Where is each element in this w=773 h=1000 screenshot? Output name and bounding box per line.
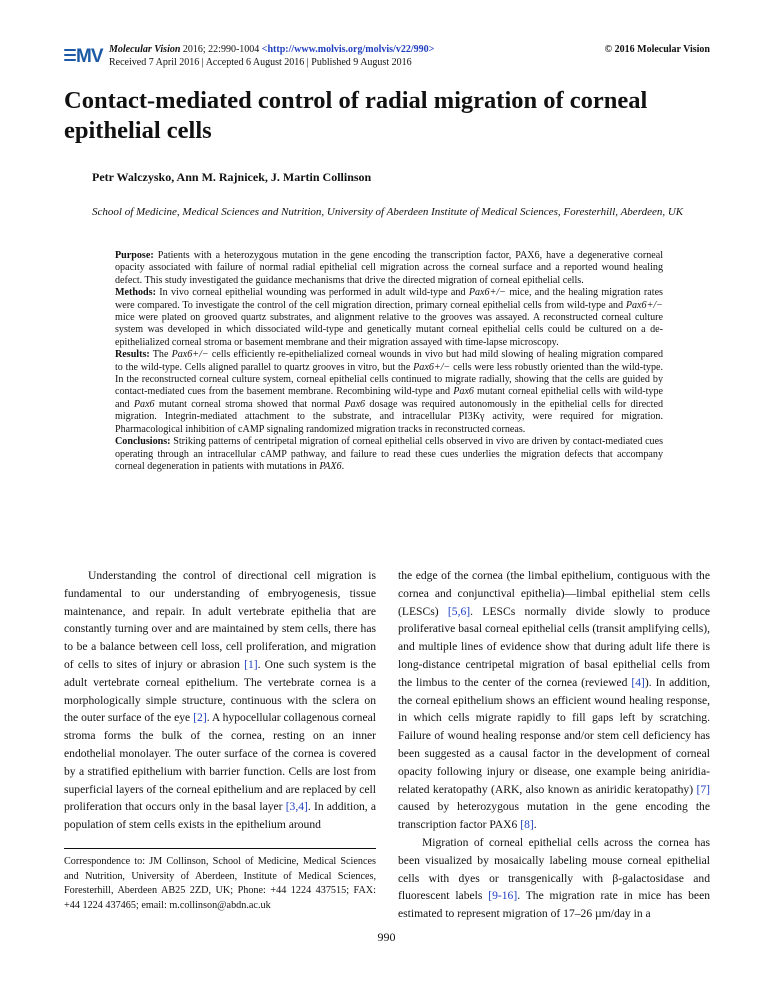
- journal-header: [64, 42, 710, 72]
- copyright: © 2016 Molecular Vision: [604, 44, 710, 55]
- gene-name: Pax6+/−: [171, 349, 209, 361]
- methods-label: Methods:: [115, 287, 156, 299]
- body-text: .: [533, 818, 537, 832]
- methods-text: mice, and the healing migration rates were compared. To investigate the control of the cell migration direction, primary corneal epithelial cells from wild-type and: [115, 287, 663, 311]
- gene-name: Pax6+/−: [413, 361, 451, 373]
- methods-text: mice were plated on grooved quartz substrates, and alignment relative to the grooves was assayed. A reconstructed corneal culture system was developed in which dissociated wild-type and genetically mutant corneal epithelial cells could be cultured on a de-epithelialized corneal stroma or basement membrane and their migration assayed with time-lapse microscopy.: [115, 312, 663, 348]
- conclusions-label: Conclusions:: [115, 436, 171, 448]
- body-text: . A hypocellular collagenous corneal stroma forms the bulk of the cornea, resting on an inner endothelial monolayer. The outer surface of the cornea is covered by a stratified epithelium with barrier function. Cells are lost from superficial layers of the corneal epithelium and are replaced by cell proliferation that occurs only in the basal layer: [64, 711, 376, 814]
- citation-link[interactable]: [8]: [520, 818, 534, 832]
- results-text: The: [152, 349, 172, 361]
- citation-link[interactable]: [1]: [244, 657, 258, 671]
- citation-link[interactable]: [2]: [193, 711, 207, 725]
- abstract-results: [115, 349, 663, 436]
- gene-name: Pax6: [133, 398, 155, 410]
- body-text: . LESCs normally divide slowly to produce proliferative basal corneal epithelial cells (transit amplifying cells), and multiple lines of evidence show that during adult life there is long-distance centripetal migration of basal epithelial cells from the limbus to the center of the cornea (reviewed: [398, 604, 710, 689]
- body-text: . In addition, a population of stem cells exists in the epithelium around: [64, 800, 376, 832]
- footnote-divider: [64, 848, 376, 849]
- affiliation: School of Medicine, Medical Sciences and Nutrition, University of Aberdeen Institute of Medical Sciences, Foresterhill, Aberdeen, UK: [92, 206, 684, 218]
- results-text: cells were less robustly oriented than the wild-type. In the reconstructed corneal culture system, corneal epithelial cells continued to migrate radially, showing that the cells are guided by contact-mediated cues from the basement membrane. Recombining wild-type and: [115, 361, 663, 398]
- citation-link[interactable]: [4]: [631, 675, 645, 689]
- citation-link[interactable]: [9-16]: [488, 889, 518, 903]
- body-text: . One such system is the adult vertebrate corneal epithelium. The vertebrate cornea is a morphologically simple structure, continuous with the sclera on the outer surface of the eye: [64, 657, 376, 725]
- results-text: cells efficiently re-epithelialized corneal wounds in vivo but had mild slowing of healing migration compared to the wild-type. Cells aligned parallel to quartz grooves in vitro, but the: [115, 349, 664, 373]
- authors: Petr Walczysko, Ann M. Rajnicek, J. Martin Collinson: [92, 170, 372, 184]
- results-text: mutant corneal stroma showed that normal: [154, 398, 345, 410]
- header-citation-line: [109, 44, 434, 55]
- paragraph: [398, 834, 710, 923]
- molecular-vision-logo: [64, 46, 104, 68]
- gene-name: Pax6+/−: [468, 287, 506, 299]
- citation-link[interactable]: [5,6]: [447, 604, 471, 618]
- abstract-conclusions: [115, 436, 663, 473]
- conclusions-text: .: [341, 460, 345, 472]
- gene-name: Pax6: [453, 386, 474, 398]
- body-column-left: [64, 567, 376, 834]
- article-title: Contact-mediated control of radial migration of corneal epithelial cells: [64, 87, 648, 144]
- body-column-right: [398, 567, 710, 923]
- methods-text: In vivo corneal epithelial wounding was performed in adult wild-type and: [159, 287, 469, 299]
- body-text: Understanding the control of directional cell migration is fundamental to our understanding of embryogenesis, tissue maintenance, and repair. In adult vertebrate epithelia that are constantly turning over and are maintained by stem cells, there has to be a balance between cell loss, cell proliferation, and migration of cells to sites of injury or abrasion: [64, 569, 376, 671]
- body-text: . The migration rate in mice has been estimated to represent migration of 17–26 µm/day in a: [398, 889, 711, 921]
- logo-lines-icon: [64, 49, 76, 64]
- gene-name: Pax6: [344, 398, 366, 410]
- logo-text: MV: [76, 46, 103, 67]
- results-text: mutant corneal epithelial cells with wild-type and: [115, 386, 663, 410]
- abstract-purpose: [115, 250, 663, 287]
- article-url-link[interactable]: <http://www.molvis.org/molvis/v22/990>: [261, 44, 435, 55]
- body-text: Migration of corneal epithelial cells across the cornea has been visualized by mosaically labeling mouse corneal epithelial cells with dyes or transgenically with β-galactosidase and fluorescent labels: [398, 835, 710, 903]
- gene-name: PAX6: [319, 460, 342, 472]
- results-label: Results:: [115, 349, 150, 361]
- paragraph: [64, 567, 376, 834]
- journal-name: Molecular Vision: [109, 44, 181, 55]
- correspondence-footnote: Correspondence to: JM Collinson, School of Medicine, Medical Sciences and Nutrition, University of Aberdeen, Institute of Medical Sciences, Foresterhill, Aberdeen AB25 2ZD, UK; Phone: +44 1224 437515; FAX: +44 1224 437465; email: m.collinson@abdn.ac.uk: [64, 856, 376, 911]
- conclusions-text: Striking patterns of centripetal migration of corneal epithelial cells observed in vivo are driven by contact-mediated cues operating through an intracellular cAMP pathway, and failure to read these cues underlies the migration defects that accompany corneal degeneration in patients with mutations in: [115, 436, 663, 472]
- paragraph: [398, 567, 710, 834]
- gene-name: Pax6+/−: [625, 299, 663, 311]
- page-number: 990: [377, 930, 396, 944]
- citation: 2016; 22:990-1004: [182, 44, 260, 55]
- body-text: caused by heterozygous mutation in the gene encoding the transcription factor PAX6: [398, 800, 710, 832]
- body-text: the edge of the cornea (the limbal epithelium, contiguous with the cornea and conjunctival epithelia)—limbal epithelial stem cells (LESCs): [398, 569, 710, 618]
- body-text: ). In addition, the corneal epithelium shows an efficient wound healing response, in which cells migrate rapidly to fill gaps left by scratching. Failure of wound healing response and/or stem cell deficiency has been suggested as a causal factor in the development of corneal opacity following injury or disease, one example being aniridia-related keratopathy (ARK, also known as aniridic keratopathy): [398, 675, 711, 796]
- citation-link[interactable]: [3,4]: [285, 800, 308, 814]
- citation-link[interactable]: [7]: [696, 782, 710, 796]
- purpose-label: Purpose:: [115, 250, 154, 261]
- abstract: [115, 250, 663, 473]
- abstract-methods: [115, 287, 663, 349]
- publication-dates: Received 7 April 2016 | Accepted 6 August 2016 | Published 9 August 2016: [109, 57, 412, 68]
- purpose-text: Patients with a heterozygous mutation in the gene encoding the transcription factor, PAX6, have a degenerative corneal opacity associated with failure of normal radial epithelial cell migration across the corneal surface and a reported wound healing defect. This study investigated the guidance mechanisms that drive the directed migration of corneal epithelial cells.: [115, 250, 664, 286]
- results-text: dosage was required autonomously in the epithelial cells for directed migration. Integrin-mediated attachment to the substrate, and intracellular PI3Kγ activity, were required for migration. Pharmacological inhibition of cAMP signaling randomized migration tracks in reconstructed corneas.: [115, 398, 663, 435]
